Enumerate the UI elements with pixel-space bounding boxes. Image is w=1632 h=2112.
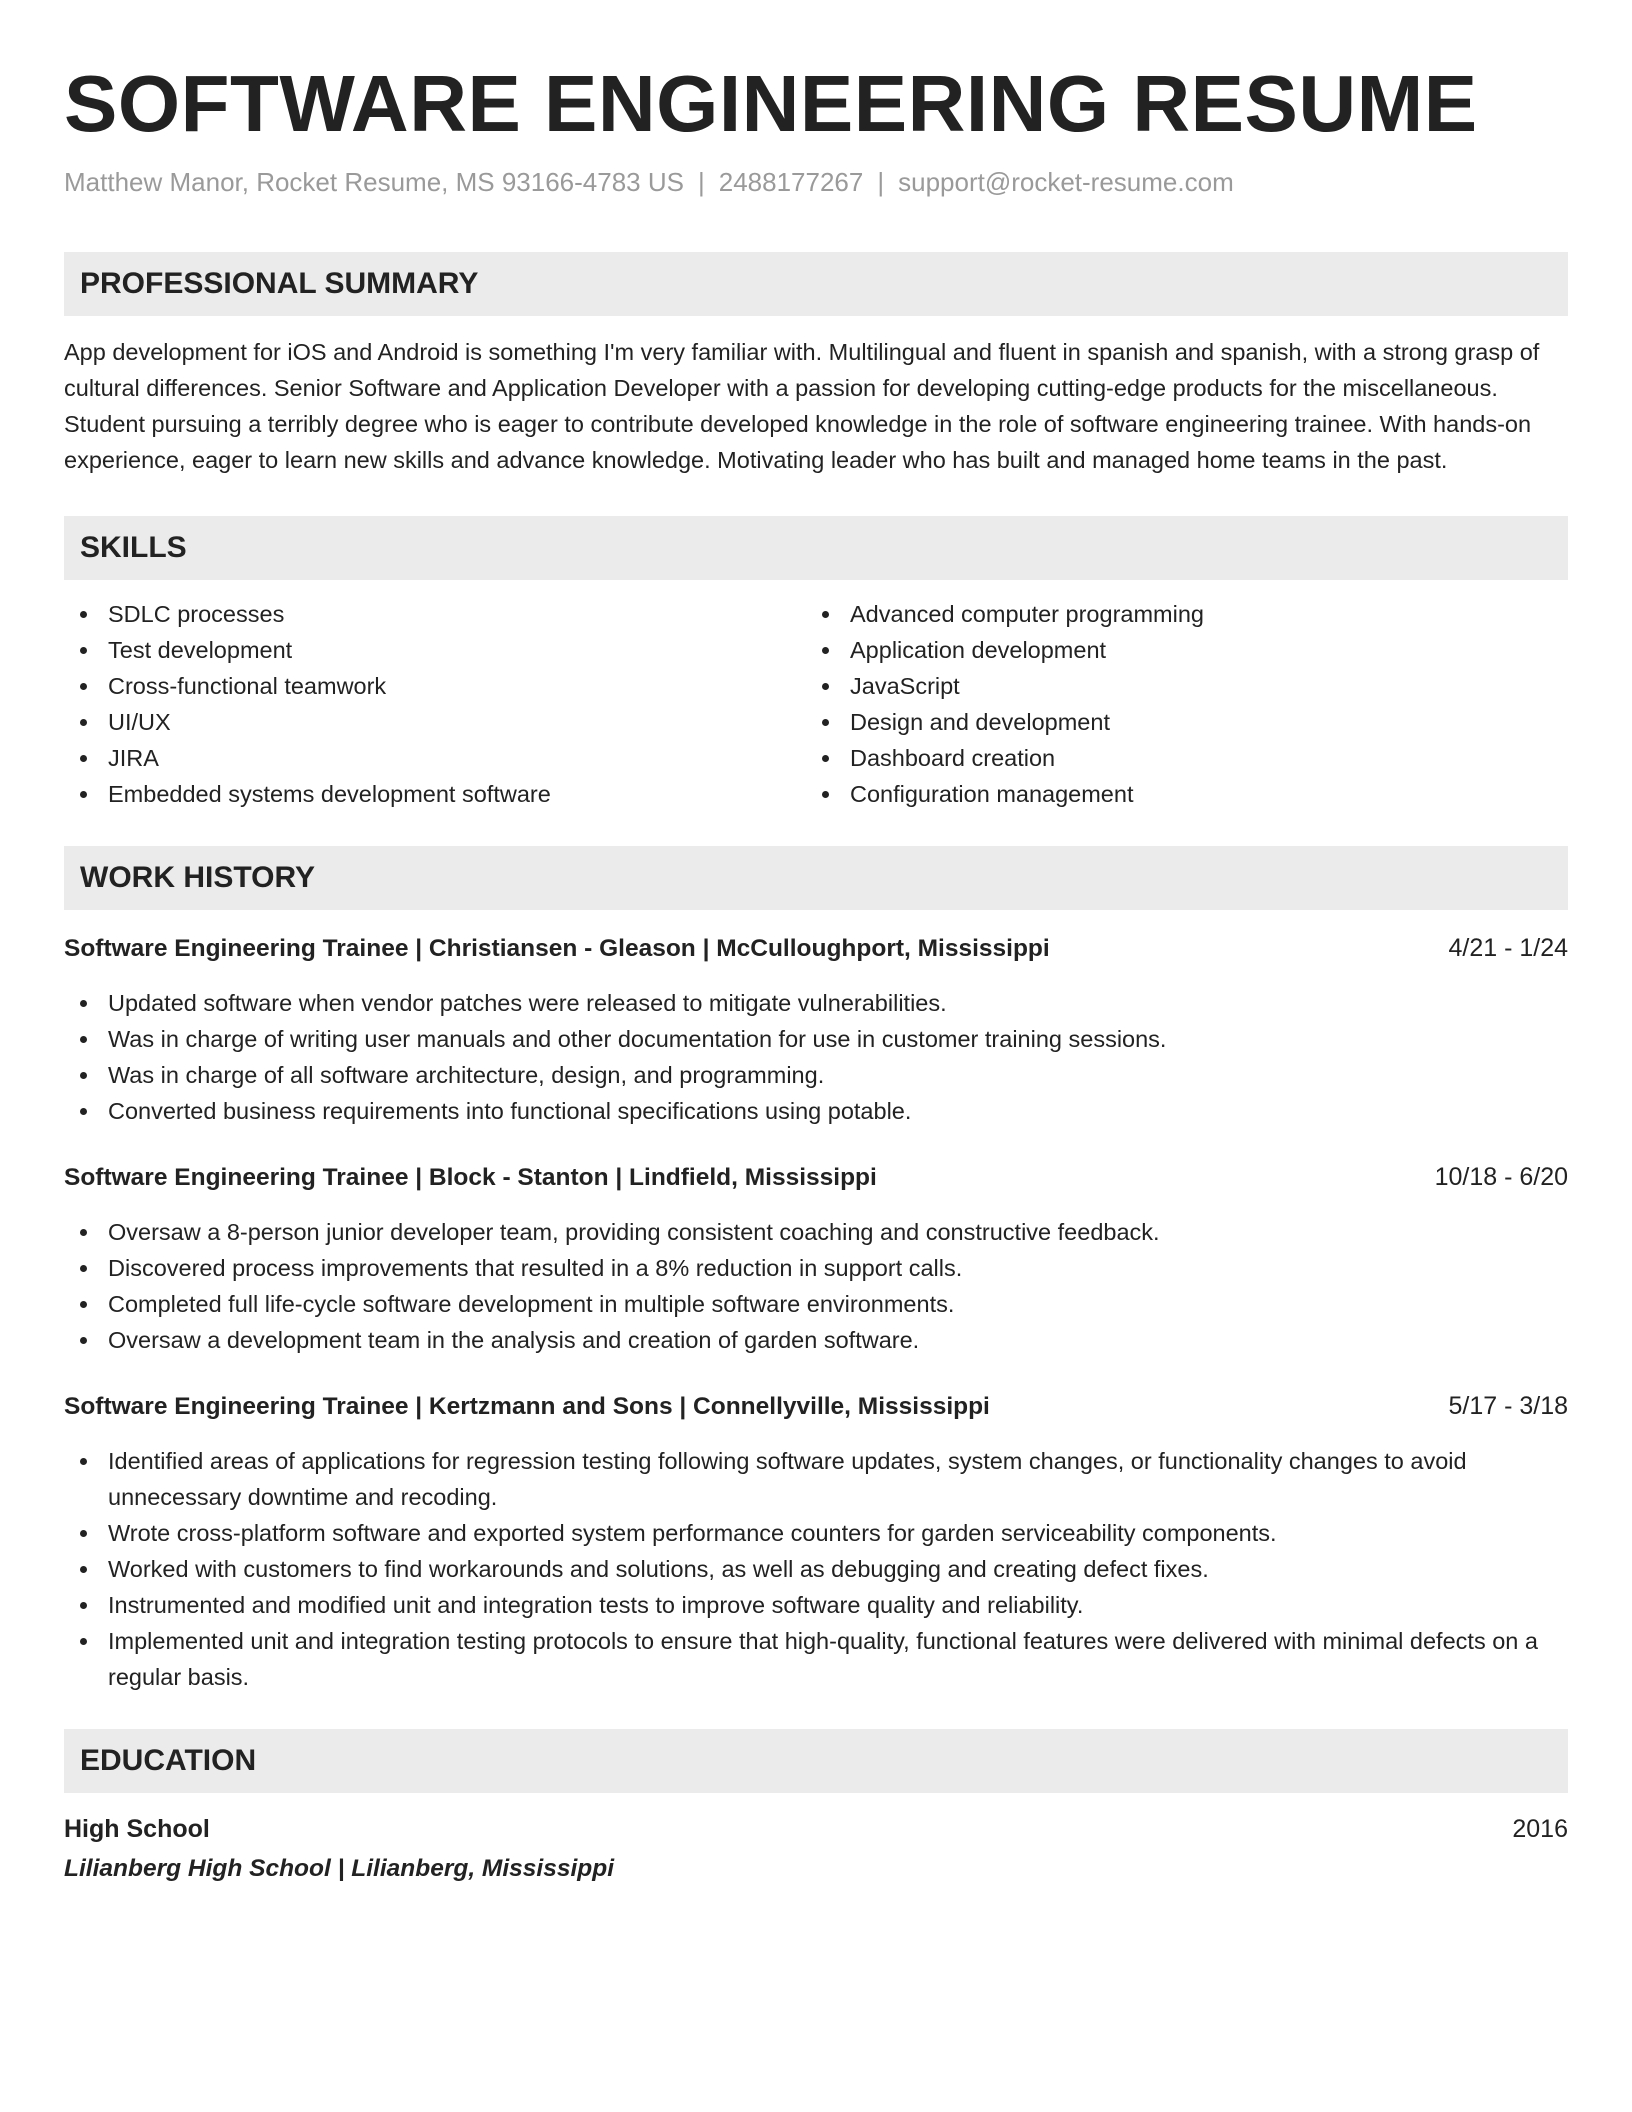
job-bullets	[64, 985, 1568, 1129]
job-dates: 5/17 - 3/18	[1448, 1392, 1568, 1420]
section-heading-skills: SKILLS	[64, 516, 1568, 580]
skill-item: Embedded systems development software	[64, 776, 806, 812]
job-header	[64, 930, 1568, 967]
job-bullets	[64, 1214, 1568, 1358]
job-bullet: Identified areas of applications for regression testing following software updates, system changes, or functionality changes to avoid unnecessary downtime and recoding.	[64, 1443, 1568, 1515]
job-bullet: Instrumented and modified unit and integration tests to improve software quality and reliability.	[64, 1587, 1568, 1623]
skill-item: Cross-functional teamwork	[64, 668, 806, 704]
job-header	[64, 1388, 1568, 1425]
job-bullet: Discovered process improvements that resulted in a 8% reduction in support calls.	[64, 1250, 1568, 1286]
job-bullet: Worked with customers to find workarounds and solutions, as well as debugging and creating defect fixes.	[64, 1551, 1568, 1587]
skill-item: UI/UX	[64, 704, 806, 740]
job-entry	[64, 1388, 1568, 1695]
contact-separator: |	[697, 167, 705, 197]
skill-item: JavaScript	[806, 668, 1548, 704]
job-bullet: Was in charge of all software architecture, design, and programming.	[64, 1057, 1568, 1093]
job-bullet: Oversaw a 8-person junior developer team, providing consistent coaching and constructive feedback.	[64, 1214, 1568, 1250]
job-bullet: Completed full life-cycle software development in multiple software environments.	[64, 1286, 1568, 1322]
job-header	[64, 1159, 1568, 1196]
job-title: Software Engineering Trainee | Kertzmann and Sons | Connellyville, Mississippi	[64, 1393, 990, 1420]
skill-item: JIRA	[64, 740, 806, 776]
contact-phone: 2488177267	[718, 167, 864, 197]
education-year: 2016	[1512, 1815, 1568, 1843]
skill-item: Application development	[806, 632, 1548, 668]
skills-grid	[64, 596, 1568, 812]
contact-separator: |	[877, 167, 885, 197]
contact-address: Matthew Manor, Rocket Resume, MS 93166-4783 US	[64, 167, 684, 197]
job-bullet: Was in charge of writing user manuals and other documentation for use in customer training sessions.	[64, 1021, 1568, 1057]
job-bullets	[64, 1443, 1568, 1695]
education-degree: High School	[64, 1815, 210, 1843]
job-title: Software Engineering Trainee | Block - Stanton | Lindfield, Mississippi	[64, 1164, 877, 1191]
education-header	[64, 1811, 1568, 1847]
job-entry	[64, 1159, 1568, 1358]
summary-text: App development for iOS and Android is something I'm very familiar with. Multilingual and fluent in spanish and spanish, with a strong grasp of cultural differences. Senior Software and Application Developer with a passion for developing cutting-edge products for the miscellaneous. Student pursuing a terribly degree who is eager to contribute developed knowledge in the role of software engineering trainee. With hands-on experience, eager to learn new skills and advance knowledge. Motivating leader who has built and managed home teams in the past.	[64, 339, 1540, 473]
section-heading-summary: PROFESSIONAL SUMMARY	[64, 252, 1568, 316]
job-bullet: Wrote cross-platform software and exported system performance counters for garden serviceability components.	[64, 1515, 1568, 1551]
skill-item: Dashboard creation	[806, 740, 1548, 776]
skills-list-right	[806, 596, 1548, 812]
job-bullet: Converted business requirements into functional specifications using potable.	[64, 1093, 1568, 1129]
education-entry	[64, 1811, 1568, 1887]
job-title: Software Engineering Trainee | Christiansen - Gleason | McCulloughport, Mississippi	[64, 935, 1050, 962]
job-bullet: Oversaw a development team in the analysis and creation of garden software.	[64, 1322, 1568, 1358]
job-dates: 10/18 - 6/20	[1434, 1163, 1568, 1191]
skills-column-right	[806, 596, 1548, 812]
contact-email: support@rocket-resume.com	[898, 167, 1234, 197]
skill-item: SDLC processes	[64, 596, 806, 632]
resume-title: SOFTWARE ENGINEERING RESUME	[64, 59, 1478, 148]
skill-item: Test development	[64, 632, 806, 668]
job-bullet: Updated software when vendor patches were released to mitigate vulnerabilities.	[64, 985, 1568, 1021]
section-heading-education: EDUCATION	[64, 1729, 1568, 1793]
contact-line	[64, 164, 1568, 200]
skill-item: Configuration management	[806, 776, 1548, 812]
section-heading-work: WORK HISTORY	[64, 846, 1568, 910]
skill-item: Advanced computer programming	[806, 596, 1548, 632]
job-entry	[64, 930, 1568, 1129]
job-dates: 4/21 - 1/24	[1448, 934, 1568, 962]
skills-list-left	[64, 596, 806, 812]
skills-column-left	[64, 596, 806, 812]
skill-item: Design and development	[806, 704, 1548, 740]
job-bullet: Implemented unit and integration testing protocols to ensure that high-quality, functional features were delivered with minimal defects on a regular basis.	[64, 1623, 1568, 1695]
education-school: Lilianberg High School | Lilianberg, Mississippi	[64, 1855, 615, 1882]
